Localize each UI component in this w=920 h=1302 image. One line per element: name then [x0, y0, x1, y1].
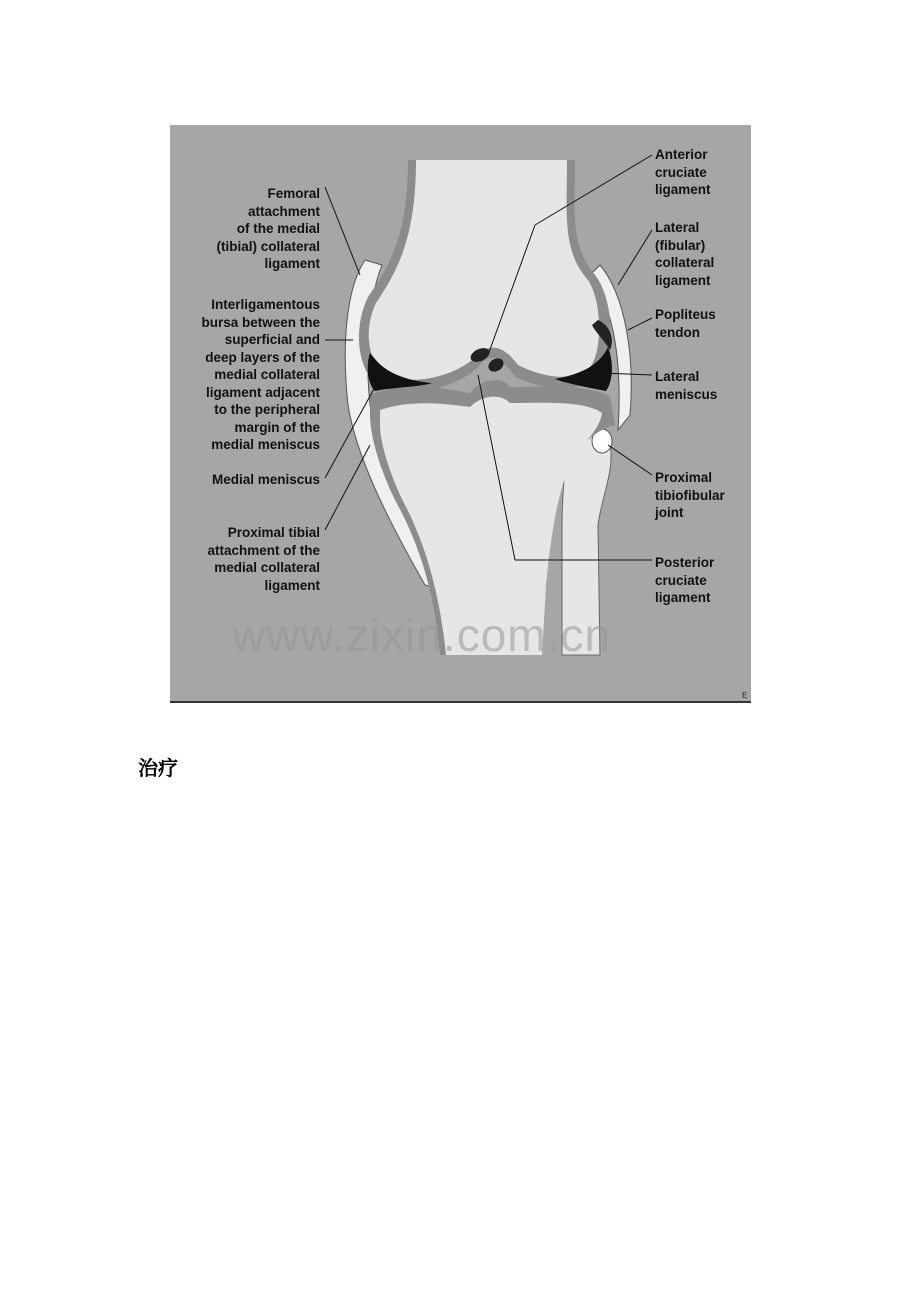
label-anterior-cruciate-ligament: Anterior cruciate ligament [655, 147, 711, 197]
watermark-text: www.zixin.com.cn [232, 609, 611, 661]
label-medial-meniscus: Medial meniscus [211, 472, 320, 487]
label-posterior-cruciate-ligament: Posterior cruciate ligament [655, 555, 715, 605]
label-lateral-collateral-ligament: Lateral (fibular) collateral ligament [655, 220, 715, 288]
label-popliteus-tendon: Popliteus tendon [655, 307, 716, 340]
figure-corner-mark: E [742, 691, 748, 700]
knee-anatomy-figure [170, 125, 751, 703]
label-interligamentous-bursa: Interligamentous bursa between the superficial and deep layers of the medial collateral ligament adjacent to the peripheral margin of the medial meniscus [201, 297, 320, 452]
label-proximal-tibiofibular-joint: Proximal tibiofibular joint [655, 470, 725, 520]
section-heading: 治疗 [138, 756, 178, 780]
label-proximal-tibial-attachment-mcl: Proximal tibial attachment of the medial collateral ligament [207, 525, 320, 593]
label-lateral-meniscus: Lateral meniscus [655, 369, 718, 402]
label-femoral-attachment-mcl: Femoral attachment of the medial (tibial) collateral ligament [216, 186, 320, 271]
